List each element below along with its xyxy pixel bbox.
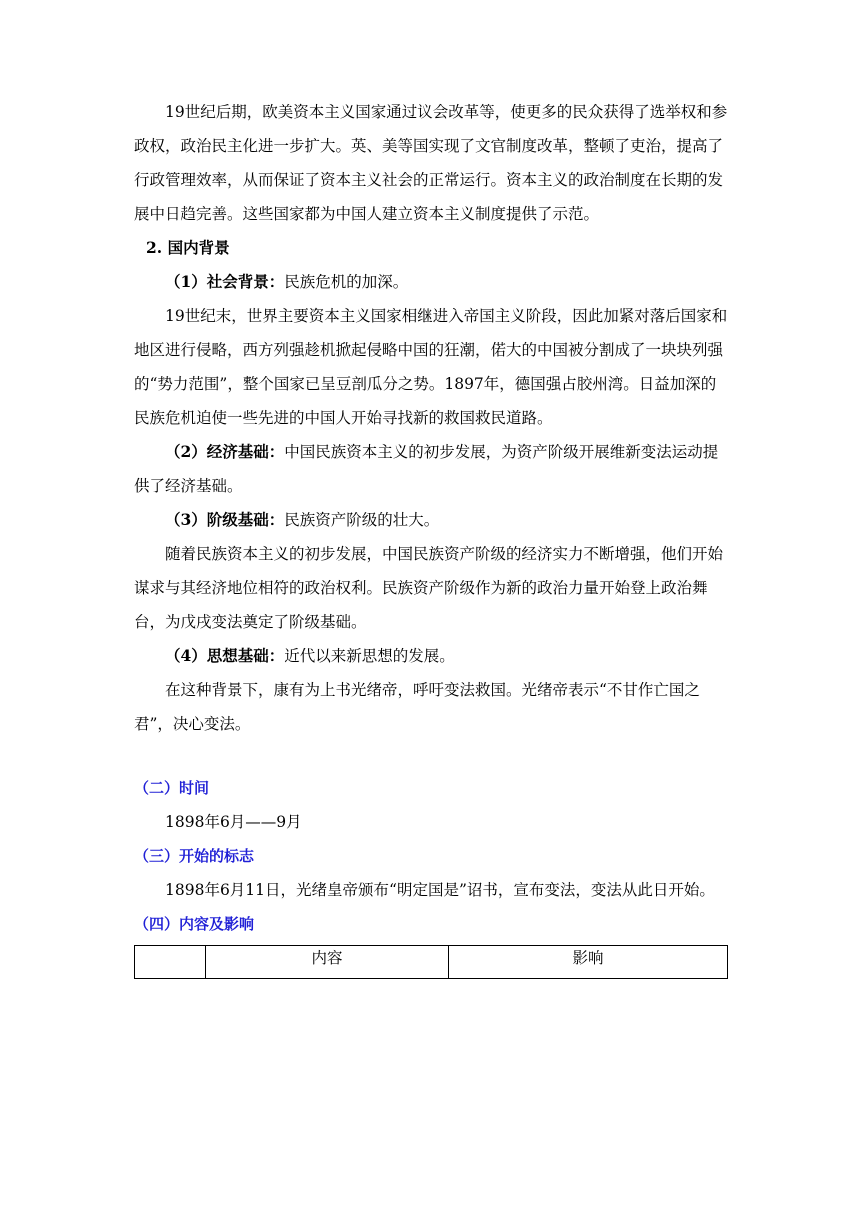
social-background-text: 民族危机的加深。 (284, 273, 409, 291)
ideological-basis-label: （4）思想基础： (165, 646, 285, 665)
ideological-basis-text: 近代以来新思想的发展。 (284, 647, 455, 665)
economic-basis-paragraph (134, 435, 728, 503)
class-basis-text: 民族资产阶级的壮大。 (284, 511, 440, 529)
start-sign-text: 1898年6月11日，光绪皇帝颁布“明定国是”诏书，宣布变法，变法从此日开始。 (165, 881, 715, 899)
document-body (134, 95, 728, 979)
ideological-basis-paragraph: 在这种背景下，康有为上书光绪帝，呼吁变法救国。光绪帝表示“不甘作亡国之君”，决心变法。 (134, 681, 700, 733)
intl-background-paragraph: 19世纪后期，欧美资本主义国家通过议会改革等，使更多的民众获得了选举权和参政权，政治民主化进一步扩大。英、美等国实现了文官制度改革，整顿了吏治，提高了行政管理效率，从而保证了资本主义社会的正常运行。资本主义的政治制度在长期的发展中日趋完善。这些国家都为中国人建立资本主义制度提供了示范。 (134, 103, 728, 223)
content-impact-table (134, 945, 728, 979)
class-basis-paragraph: 随着民族资本主义的初步发展，中国民族资产阶级的经济实力不断增强，他们开始谋求与其经济地位相符的政治权利。民族资产阶级作为新的政治力量开始登上政治舞台，为戊戌变法奠定了阶级基础。 (134, 545, 724, 631)
economic-basis-label: （2）经济基础： (165, 442, 285, 461)
domestic-background-heading: 2. 国内背景 (146, 238, 230, 257)
table-header-cell-impact: 影响 (449, 946, 728, 979)
table-header-row (135, 946, 728, 979)
table-header-cell-content: 内容 (206, 946, 449, 979)
class-basis-line (134, 503, 728, 537)
economic-basis-text: 中国民族资本主义的初步发展，为资产阶级开展维新变法运动提供了经济基础。 (134, 443, 719, 495)
ideological-basis-line (134, 639, 728, 673)
start-sign-heading: （三）开始的标志 (134, 847, 255, 865)
social-background-paragraph: 19世纪末，世界主要资本主义国家相继进入帝国主义阶段，因此加紧对落后国家和地区进行侵略，西方列强趁机掀起侵略中国的狂潮，偌大的中国被分割成了一块块列强的“势力范围”，整个国家已呈豆剖瓜分之势。1897年，德国强占胶州湾。日益加深的民族危机迫使一些先进的中国人开始寻找新的救国救民道路。 (134, 307, 728, 427)
social-background-label: （1）社会背景： (165, 272, 285, 291)
table-header-cell-blank (135, 946, 206, 979)
content-impact-heading: （四）内容及影响 (134, 915, 255, 933)
time-text: 1898年6月——9月 (165, 813, 302, 831)
time-heading: （二）时间 (134, 779, 210, 797)
class-basis-label: （3）阶级基础： (165, 510, 285, 529)
section-gap (134, 741, 728, 771)
social-background-line (134, 265, 728, 299)
